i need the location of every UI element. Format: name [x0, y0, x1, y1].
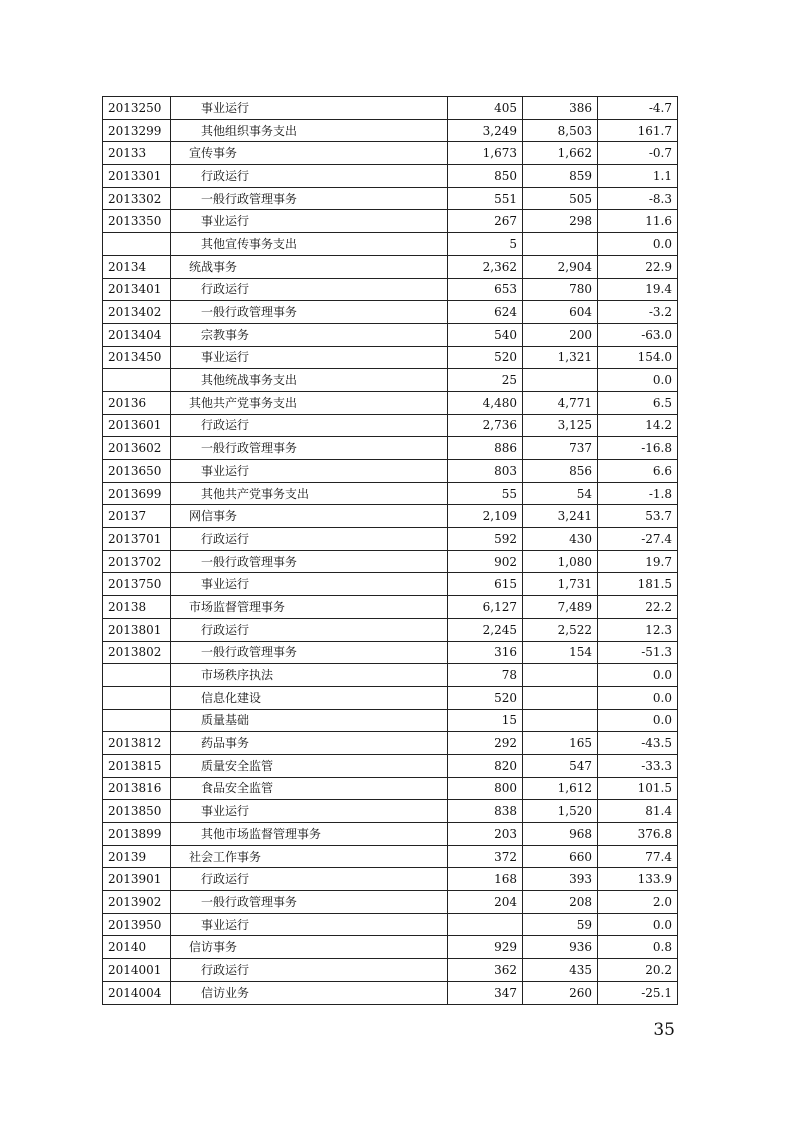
change-percent-cell: 6.5	[598, 391, 678, 414]
change-percent-cell: 2.0	[598, 891, 678, 914]
item-code-cell: 2013404	[103, 323, 171, 346]
prior-amount-cell: 4,480	[448, 391, 523, 414]
prior-amount-cell: 820	[448, 754, 523, 777]
current-amount-cell: 780	[523, 278, 598, 301]
item-code-cell: 20140	[103, 936, 171, 959]
current-amount-cell: 936	[523, 936, 598, 959]
table-row	[103, 165, 678, 188]
change-percent-cell: 22.9	[598, 255, 678, 278]
table-row	[103, 142, 678, 165]
prior-amount-cell: 3,249	[448, 119, 523, 142]
item-code-cell	[103, 369, 171, 392]
item-code-cell: 2013601	[103, 414, 171, 437]
item-name-cell: 事业运行	[171, 346, 448, 369]
item-name-cell: 行政运行	[171, 959, 448, 982]
change-percent-cell: -4.7	[598, 97, 678, 120]
change-percent-cell: 6.6	[598, 460, 678, 483]
current-amount-cell: 260	[523, 981, 598, 1004]
prior-amount-cell: 653	[448, 278, 523, 301]
change-percent-cell: 161.7	[598, 119, 678, 142]
change-percent-cell: 376.8	[598, 823, 678, 846]
change-percent-cell: 0.0	[598, 233, 678, 256]
page-number: 35	[653, 1020, 675, 1040]
item-name-cell: 事业运行	[171, 913, 448, 936]
prior-amount-cell: 204	[448, 891, 523, 914]
table-row	[103, 505, 678, 528]
item-name-cell: 行政运行	[171, 278, 448, 301]
change-percent-cell: 20.2	[598, 959, 678, 982]
change-percent-cell: 133.9	[598, 868, 678, 891]
change-percent-cell: 1.1	[598, 165, 678, 188]
item-name-cell: 事业运行	[171, 573, 448, 596]
current-amount-cell: 435	[523, 959, 598, 982]
table-row	[103, 754, 678, 777]
current-amount-cell: 505	[523, 187, 598, 210]
table-row	[103, 437, 678, 460]
item-code-cell: 2013812	[103, 732, 171, 755]
table-row	[103, 187, 678, 210]
change-percent-cell: 19.7	[598, 550, 678, 573]
item-name-cell: 事业运行	[171, 210, 448, 233]
item-name-cell: 统战事务	[171, 255, 448, 278]
item-name-cell: 其他统战事务支出	[171, 369, 448, 392]
change-percent-cell: 0.0	[598, 709, 678, 732]
table-row	[103, 709, 678, 732]
current-amount-cell: 660	[523, 845, 598, 868]
prior-amount-cell: 15	[448, 709, 523, 732]
item-code-cell: 2014001	[103, 959, 171, 982]
item-name-cell: 行政运行	[171, 528, 448, 551]
table-row	[103, 482, 678, 505]
table-row	[103, 913, 678, 936]
change-percent-cell: 0.0	[598, 664, 678, 687]
change-percent-cell: 77.4	[598, 845, 678, 868]
prior-amount-cell: 803	[448, 460, 523, 483]
item-code-cell: 2013702	[103, 550, 171, 573]
item-code-cell: 2013899	[103, 823, 171, 846]
item-code-cell: 2013299	[103, 119, 171, 142]
item-name-cell: 其他市场监督管理事务	[171, 823, 448, 846]
item-name-cell: 社会工作事务	[171, 845, 448, 868]
table-row	[103, 323, 678, 346]
item-name-cell: 一般行政管理事务	[171, 891, 448, 914]
table-row	[103, 845, 678, 868]
budget-table	[102, 96, 678, 1005]
table-row	[103, 528, 678, 551]
current-amount-cell: 968	[523, 823, 598, 846]
current-amount-cell	[523, 709, 598, 732]
current-amount-cell: 200	[523, 323, 598, 346]
prior-amount-cell	[448, 913, 523, 936]
prior-amount-cell: 203	[448, 823, 523, 846]
current-amount-cell: 2,904	[523, 255, 598, 278]
change-percent-cell: 81.4	[598, 800, 678, 823]
table-row	[103, 686, 678, 709]
item-name-cell: 其他组织事务支出	[171, 119, 448, 142]
change-percent-cell: 22.2	[598, 596, 678, 619]
item-name-cell: 药品事务	[171, 732, 448, 755]
current-amount-cell: 1,520	[523, 800, 598, 823]
prior-amount-cell: 372	[448, 845, 523, 868]
table-row	[103, 97, 678, 120]
item-code-cell	[103, 664, 171, 687]
item-code-cell	[103, 233, 171, 256]
table-row	[103, 233, 678, 256]
prior-amount-cell: 838	[448, 800, 523, 823]
prior-amount-cell: 5	[448, 233, 523, 256]
item-code-cell: 20136	[103, 391, 171, 414]
change-percent-cell: -43.5	[598, 732, 678, 755]
change-percent-cell: 181.5	[598, 573, 678, 596]
item-code-cell: 2014004	[103, 981, 171, 1004]
current-amount-cell: 298	[523, 210, 598, 233]
item-code-cell: 2013699	[103, 482, 171, 505]
current-amount-cell: 1,662	[523, 142, 598, 165]
prior-amount-cell: 624	[448, 301, 523, 324]
item-name-cell: 信息化建设	[171, 686, 448, 709]
item-name-cell: 一般行政管理事务	[171, 550, 448, 573]
item-code-cell: 20134	[103, 255, 171, 278]
current-amount-cell: 154	[523, 641, 598, 664]
item-name-cell: 一般行政管理事务	[171, 641, 448, 664]
item-code-cell: 2013801	[103, 618, 171, 641]
item-name-cell: 市场监督管理事务	[171, 596, 448, 619]
item-name-cell: 质量安全监管	[171, 754, 448, 777]
prior-amount-cell: 540	[448, 323, 523, 346]
item-name-cell: 一般行政管理事务	[171, 187, 448, 210]
change-percent-cell: 19.4	[598, 278, 678, 301]
prior-amount-cell: 292	[448, 732, 523, 755]
item-name-cell: 信访事务	[171, 936, 448, 959]
item-code-cell: 2013450	[103, 346, 171, 369]
current-amount-cell	[523, 664, 598, 687]
table-row	[103, 936, 678, 959]
item-name-cell: 行政运行	[171, 414, 448, 437]
item-name-cell: 食品安全监管	[171, 777, 448, 800]
prior-amount-cell: 850	[448, 165, 523, 188]
prior-amount-cell: 1,673	[448, 142, 523, 165]
item-name-cell: 事业运行	[171, 800, 448, 823]
item-code-cell: 2013350	[103, 210, 171, 233]
prior-amount-cell: 316	[448, 641, 523, 664]
current-amount-cell: 547	[523, 754, 598, 777]
item-code-cell: 2013950	[103, 913, 171, 936]
item-code-cell: 20137	[103, 505, 171, 528]
table-row	[103, 891, 678, 914]
item-name-cell: 事业运行	[171, 460, 448, 483]
item-code-cell: 2013815	[103, 754, 171, 777]
table-row	[103, 981, 678, 1004]
table-row	[103, 369, 678, 392]
table-row	[103, 664, 678, 687]
change-percent-cell: 53.7	[598, 505, 678, 528]
item-name-cell: 其他共产党事务支出	[171, 391, 448, 414]
change-percent-cell: 154.0	[598, 346, 678, 369]
prior-amount-cell: 520	[448, 686, 523, 709]
change-percent-cell: -3.2	[598, 301, 678, 324]
change-percent-cell: 0.0	[598, 369, 678, 392]
current-amount-cell: 1,612	[523, 777, 598, 800]
item-code-cell: 2013401	[103, 278, 171, 301]
prior-amount-cell: 800	[448, 777, 523, 800]
item-code-cell: 2013802	[103, 641, 171, 664]
item-name-cell: 宗教事务	[171, 323, 448, 346]
change-percent-cell: -25.1	[598, 981, 678, 1004]
item-name-cell: 行政运行	[171, 868, 448, 891]
current-amount-cell: 165	[523, 732, 598, 755]
current-amount-cell	[523, 233, 598, 256]
table-row	[103, 777, 678, 800]
change-percent-cell: -63.0	[598, 323, 678, 346]
current-amount-cell: 737	[523, 437, 598, 460]
table-row	[103, 278, 678, 301]
table-row	[103, 346, 678, 369]
item-name-cell: 其他共产党事务支出	[171, 482, 448, 505]
item-name-cell: 其他宣传事务支出	[171, 233, 448, 256]
prior-amount-cell: 2,109	[448, 505, 523, 528]
prior-amount-cell: 886	[448, 437, 523, 460]
item-code-cell: 2013302	[103, 187, 171, 210]
table-row	[103, 823, 678, 846]
item-name-cell: 一般行政管理事务	[171, 301, 448, 324]
current-amount-cell: 1,731	[523, 573, 598, 596]
current-amount-cell: 1,321	[523, 346, 598, 369]
current-amount-cell: 393	[523, 868, 598, 891]
item-name-cell: 行政运行	[171, 618, 448, 641]
change-percent-cell: -8.3	[598, 187, 678, 210]
prior-amount-cell: 2,736	[448, 414, 523, 437]
change-percent-cell: -0.7	[598, 142, 678, 165]
current-amount-cell: 856	[523, 460, 598, 483]
prior-amount-cell: 551	[448, 187, 523, 210]
current-amount-cell: 604	[523, 301, 598, 324]
change-percent-cell: 14.2	[598, 414, 678, 437]
table-row	[103, 301, 678, 324]
item-name-cell: 质量基础	[171, 709, 448, 732]
change-percent-cell: -51.3	[598, 641, 678, 664]
table-row	[103, 255, 678, 278]
item-code-cell: 20138	[103, 596, 171, 619]
prior-amount-cell: 929	[448, 936, 523, 959]
change-percent-cell: 0.0	[598, 686, 678, 709]
change-percent-cell: 101.5	[598, 777, 678, 800]
current-amount-cell: 4,771	[523, 391, 598, 414]
change-percent-cell: -27.4	[598, 528, 678, 551]
budget-table-body	[103, 97, 678, 1005]
table-row	[103, 119, 678, 142]
current-amount-cell: 3,125	[523, 414, 598, 437]
current-amount-cell	[523, 369, 598, 392]
table-row	[103, 800, 678, 823]
prior-amount-cell: 2,362	[448, 255, 523, 278]
item-code-cell: 2013902	[103, 891, 171, 914]
change-percent-cell: 0.8	[598, 936, 678, 959]
item-name-cell: 事业运行	[171, 97, 448, 120]
current-amount-cell: 1,080	[523, 550, 598, 573]
table-row	[103, 550, 678, 573]
item-name-cell: 一般行政管理事务	[171, 437, 448, 460]
current-amount-cell: 54	[523, 482, 598, 505]
table-row	[103, 460, 678, 483]
prior-amount-cell: 78	[448, 664, 523, 687]
table-row	[103, 573, 678, 596]
item-code-cell: 2013701	[103, 528, 171, 551]
current-amount-cell: 3,241	[523, 505, 598, 528]
item-code-cell: 2013901	[103, 868, 171, 891]
current-amount-cell: 8,503	[523, 119, 598, 142]
prior-amount-cell: 362	[448, 959, 523, 982]
current-amount-cell: 430	[523, 528, 598, 551]
item-name-cell: 宣传事务	[171, 142, 448, 165]
current-amount-cell: 59	[523, 913, 598, 936]
prior-amount-cell: 6,127	[448, 596, 523, 619]
prior-amount-cell: 592	[448, 528, 523, 551]
prior-amount-cell: 267	[448, 210, 523, 233]
current-amount-cell	[523, 686, 598, 709]
change-percent-cell: -1.8	[598, 482, 678, 505]
table-row	[103, 596, 678, 619]
prior-amount-cell: 55	[448, 482, 523, 505]
current-amount-cell: 386	[523, 97, 598, 120]
current-amount-cell: 208	[523, 891, 598, 914]
item-code-cell: 2013301	[103, 165, 171, 188]
item-name-cell: 信访业务	[171, 981, 448, 1004]
prior-amount-cell: 405	[448, 97, 523, 120]
change-percent-cell: 11.6	[598, 210, 678, 233]
table-row	[103, 414, 678, 437]
table-row	[103, 641, 678, 664]
table-row	[103, 618, 678, 641]
table-row	[103, 959, 678, 982]
prior-amount-cell: 902	[448, 550, 523, 573]
item-code-cell	[103, 686, 171, 709]
prior-amount-cell: 520	[448, 346, 523, 369]
item-name-cell: 市场秩序执法	[171, 664, 448, 687]
table-row	[103, 391, 678, 414]
item-code-cell: 2013402	[103, 301, 171, 324]
current-amount-cell: 2,522	[523, 618, 598, 641]
change-percent-cell: -33.3	[598, 754, 678, 777]
prior-amount-cell: 2,245	[448, 618, 523, 641]
table-row	[103, 732, 678, 755]
prior-amount-cell: 615	[448, 573, 523, 596]
item-code-cell: 20133	[103, 142, 171, 165]
change-percent-cell: 0.0	[598, 913, 678, 936]
prior-amount-cell: 347	[448, 981, 523, 1004]
item-code-cell: 2013650	[103, 460, 171, 483]
item-code-cell: 2013850	[103, 800, 171, 823]
table-row	[103, 210, 678, 233]
item-code-cell: 2013750	[103, 573, 171, 596]
current-amount-cell: 859	[523, 165, 598, 188]
item-name-cell: 网信事务	[171, 505, 448, 528]
item-code-cell: 2013602	[103, 437, 171, 460]
prior-amount-cell: 168	[448, 868, 523, 891]
item-name-cell: 行政运行	[171, 165, 448, 188]
item-code-cell: 2013250	[103, 97, 171, 120]
item-code-cell	[103, 709, 171, 732]
table-row	[103, 868, 678, 891]
prior-amount-cell: 25	[448, 369, 523, 392]
change-percent-cell: -16.8	[598, 437, 678, 460]
item-code-cell: 20139	[103, 845, 171, 868]
change-percent-cell: 12.3	[598, 618, 678, 641]
current-amount-cell: 7,489	[523, 596, 598, 619]
item-code-cell: 2013816	[103, 777, 171, 800]
